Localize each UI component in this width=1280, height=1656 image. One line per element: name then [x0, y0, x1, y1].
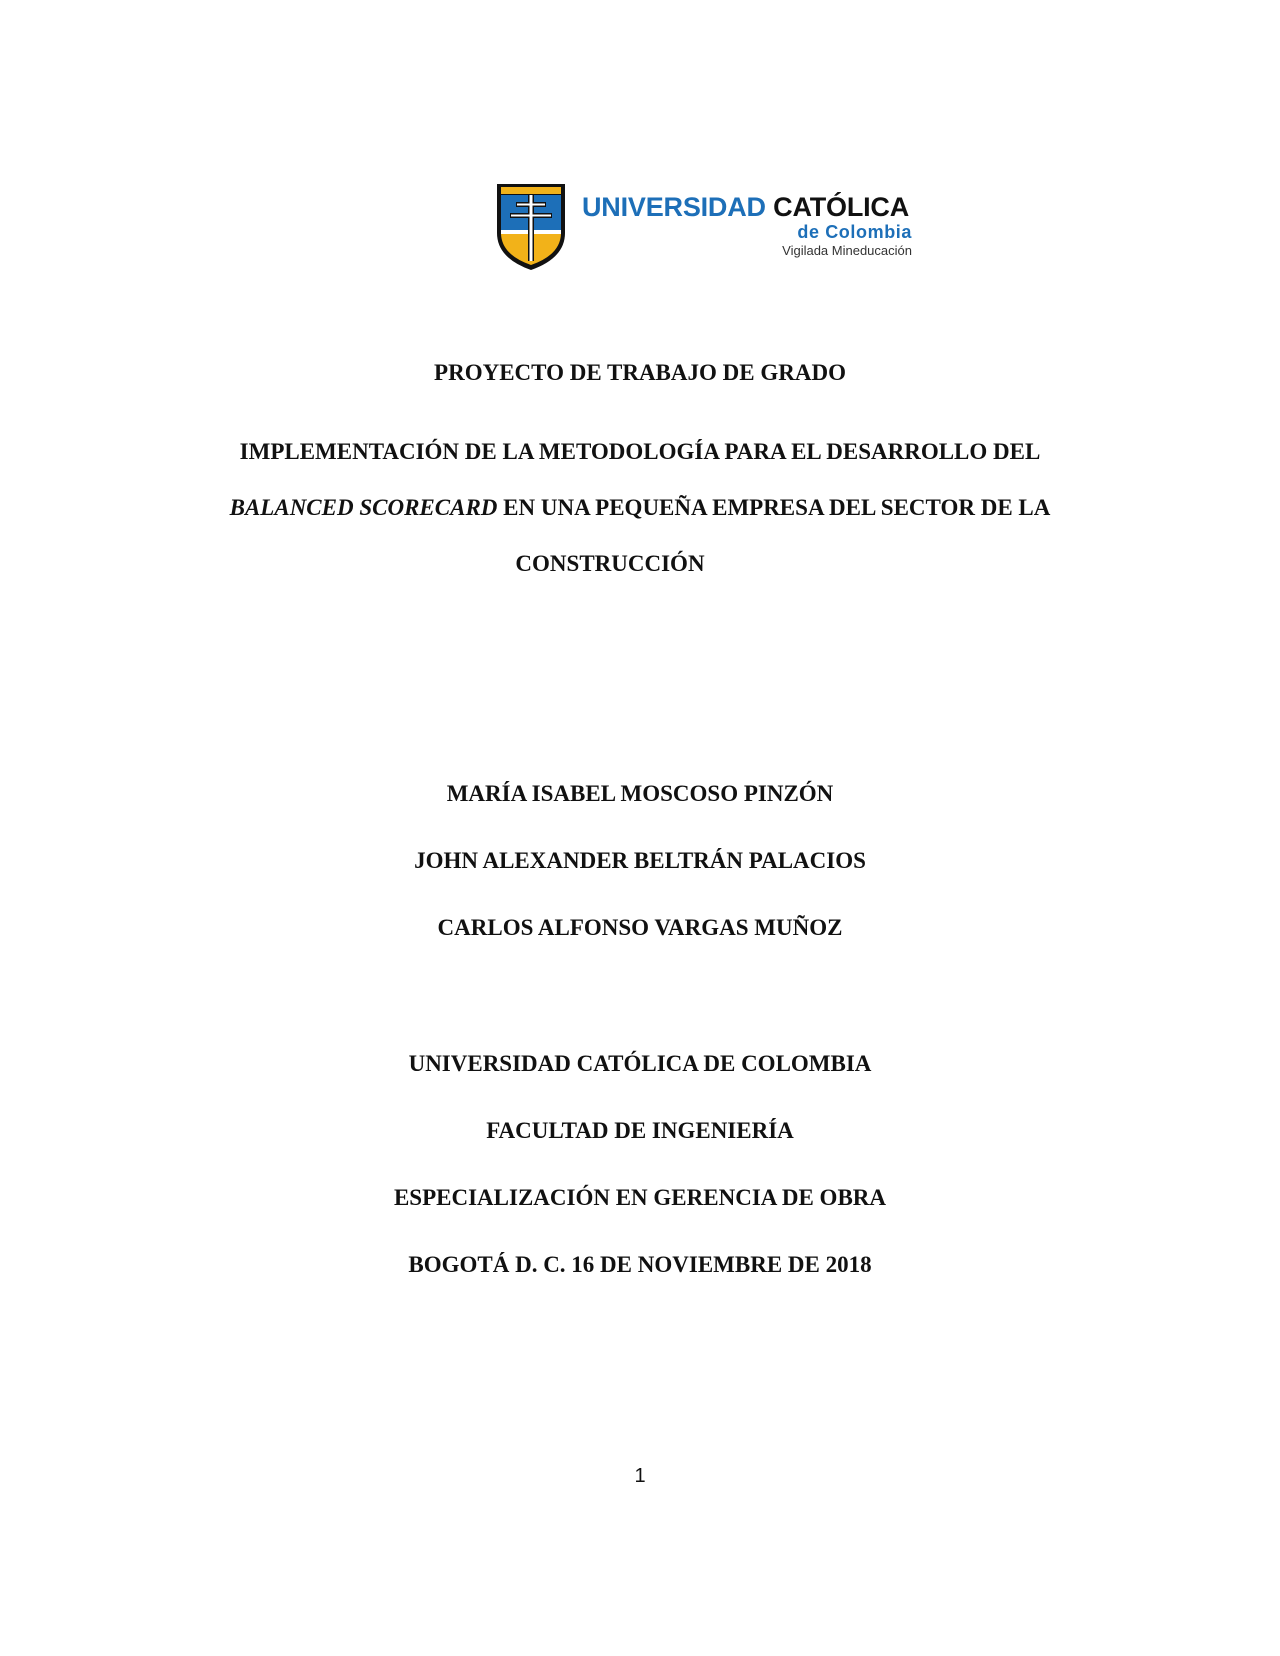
logo-name-part2: CATÓLICA — [773, 192, 910, 222]
university-logo — [492, 178, 932, 273]
logo-tagline: Vigilada Mineducación — [782, 243, 912, 258]
title-line-2-rest: EN UNA PEQUEÑA EMPRESA DEL SECTOR DE LA — [497, 495, 1051, 520]
place-date: BOGOTÁ D. C. 16 DE NOVIEMBRE DE 2018 — [408, 1252, 872, 1277]
author-2: JOHN ALEXANDER BELTRÁN PALACIOS — [414, 848, 866, 873]
author-3: CARLOS ALFONSO VARGAS MUÑOZ — [437, 915, 843, 940]
title-line-2 — [0, 493, 1280, 523]
faculty-name: FACULTAD DE INGENIERÍA — [486, 1118, 794, 1143]
shield-icon — [492, 178, 570, 273]
logo-name-part1: UNIVERSIDAD — [582, 192, 766, 222]
page-number: 1 — [634, 1465, 646, 1487]
logo-wordmark — [582, 192, 932, 260]
title-line-3 — [0, 549, 1280, 579]
university-name: UNIVERSIDAD CATÓLICA DE COLOMBIA — [408, 1051, 872, 1076]
author-1: MARÍA ISABEL MOSCOSO PINZÓN — [446, 781, 834, 806]
logo-name — [582, 192, 932, 222]
title-line-1: IMPLEMENTACIÓN DE LA METODOLOGÍA PARA EL DESARROLLO DEL — [239, 439, 1041, 464]
title-italic-term: BALANCED SCORECARD — [229, 495, 498, 520]
title-line-3-text: CONSTRUCCIÓN — [515, 551, 705, 576]
project-label: PROYECTO DE TRABAJO DE GRADO — [434, 360, 846, 385]
program-name: ESPECIALIZACIÓN EN GERENCIA DE OBRA — [393, 1185, 887, 1210]
logo-subtitle: de Colombia — [797, 222, 912, 242]
